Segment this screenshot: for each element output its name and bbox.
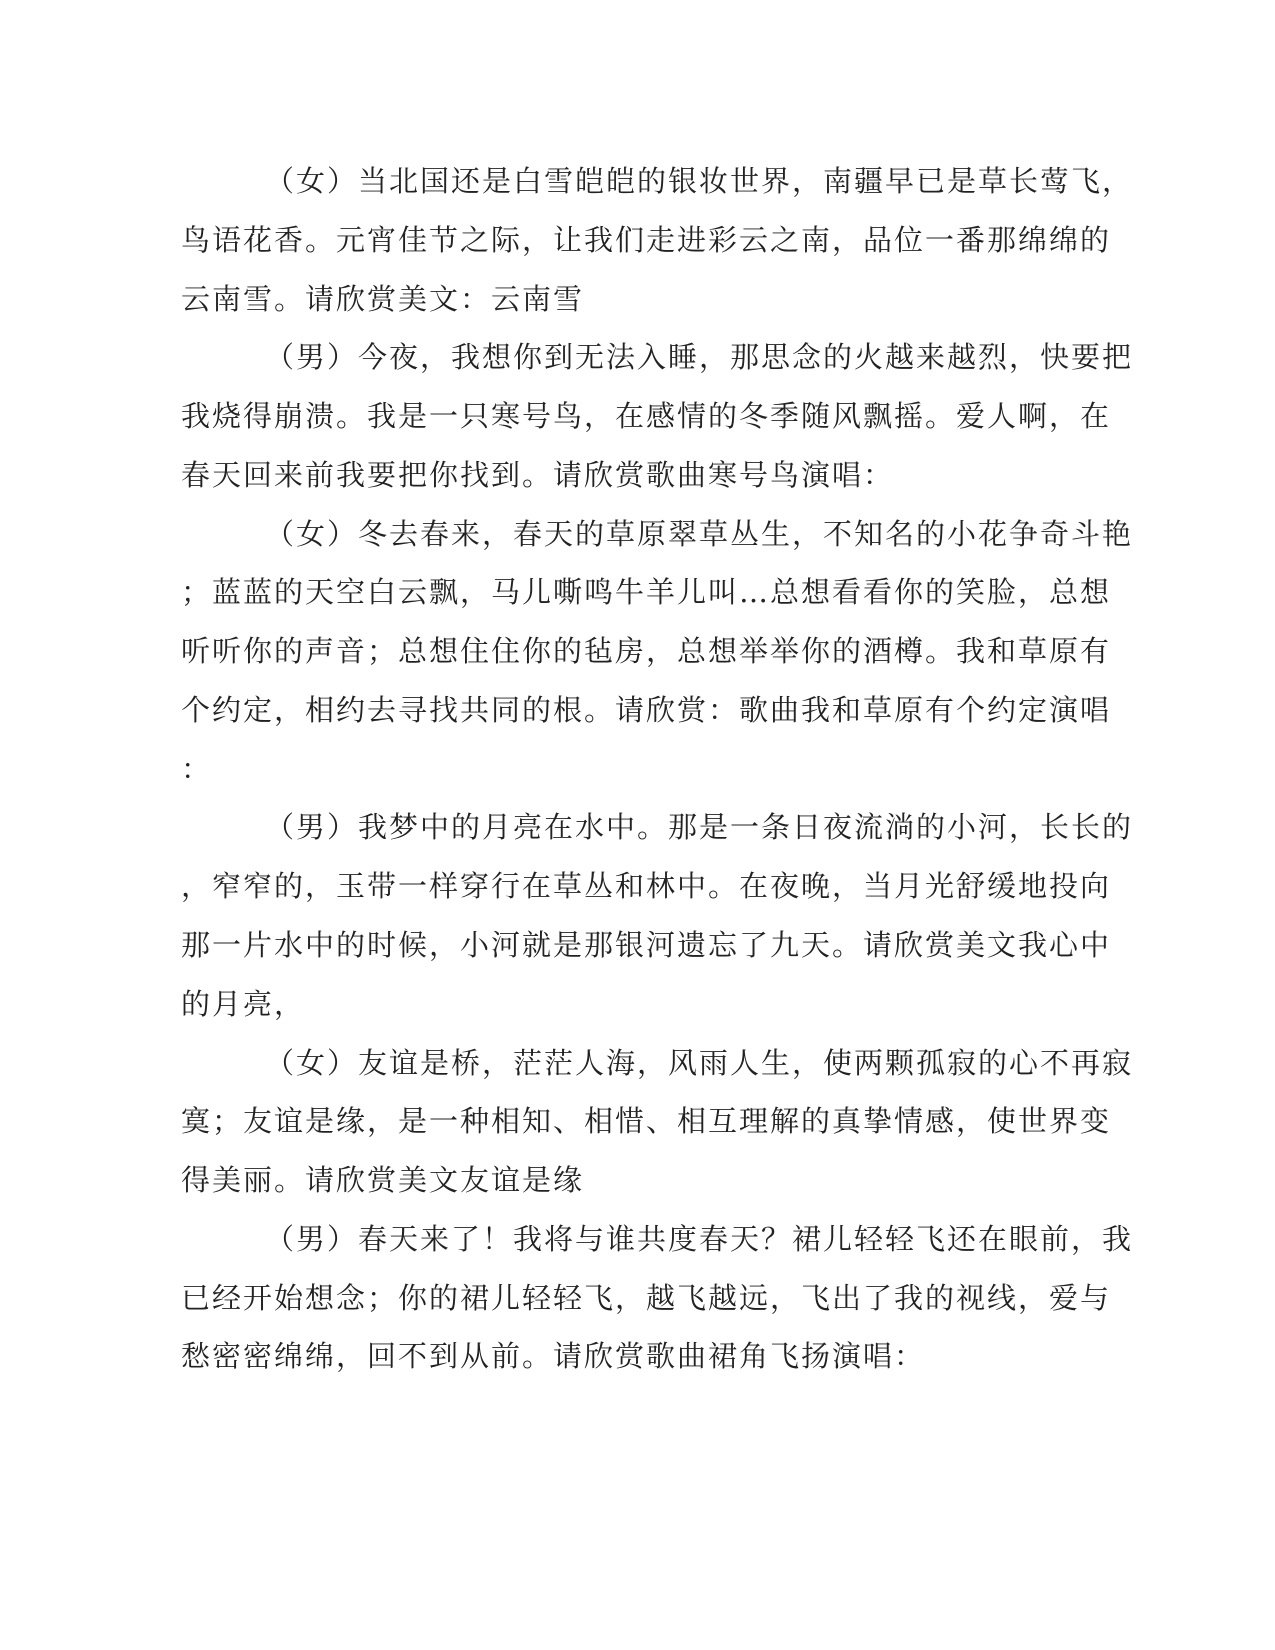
- text-line: （男）今夜，我想你到无法入睡，那思念的火越来越烈，快要把: [265, 340, 1134, 374]
- text-line: （女）冬去春来，春天的草原翠草丛生，不知名的小花争奇斗艳: [265, 517, 1134, 551]
- text-line: 个约定，相约去寻找共同的根。请欣赏：歌曲我和草原有个约定演唱: [181, 693, 1112, 727]
- text-line: （男）春天来了！我将与谁共度春天？裙儿轻轻飞还在眼前，我: [265, 1222, 1134, 1256]
- text-line: （女）当北国还是白雪皑皑的银妆世界，南疆早已是草长莺飞，: [265, 164, 1134, 198]
- text-line: ，窄窄的，玉带一样穿行在草丛和林中。在夜晚，当月光舒缓地投向: [181, 869, 1112, 903]
- text-line: （男）我梦中的月亮在水中。那是一条日夜流淌的小河，长长的: [265, 810, 1134, 844]
- text-line: 愁密密绵绵，回不到从前。请欣赏歌曲裙角飞扬演唱：: [181, 1339, 926, 1373]
- text-line: 得美丽。请欣赏美文友谊是缘: [181, 1163, 585, 1197]
- text-line: 春天回来前我要把你找到。请欣赏歌曲寒号鸟演唱：: [181, 458, 895, 492]
- text-line: 我烧得崩溃。我是一只寒号鸟，在感情的冬季随风飘摇。爱人啊，在: [181, 399, 1112, 433]
- text-line: 那一片水中的时候，小河就是那银河遗忘了九天。请欣赏美文我心中: [181, 928, 1112, 962]
- text-line: ：: [181, 752, 213, 786]
- text-line: 寞；友谊是缘，是一种相知、相惜、相互理解的真挚情感，使世界变: [181, 1104, 1112, 1138]
- text-line: 已经开始想念；你的裙儿轻轻飞，越飞越远，飞出了我的视线，爱与: [181, 1281, 1112, 1315]
- text-line: 云南雪。请欣赏美文：云南雪: [181, 282, 585, 316]
- text-line: ；蓝蓝的天空白云飘，马儿嘶鸣牛羊儿叫…总想看看你的笑脸，总想: [181, 575, 1112, 609]
- text-line: 鸟语花香。元宵佳节之际，让我们走进彩云之南，品位一番那绵绵的: [181, 223, 1112, 257]
- text-line: （女）友谊是桥，茫茫人海，风雨人生，使两颗孤寂的心不再寂: [265, 1046, 1134, 1080]
- text-line: 听听你的声音；总想住住你的毡房，总想举举你的酒樽。我和草原有: [181, 634, 1112, 668]
- text-line: 的月亮，: [181, 987, 306, 1021]
